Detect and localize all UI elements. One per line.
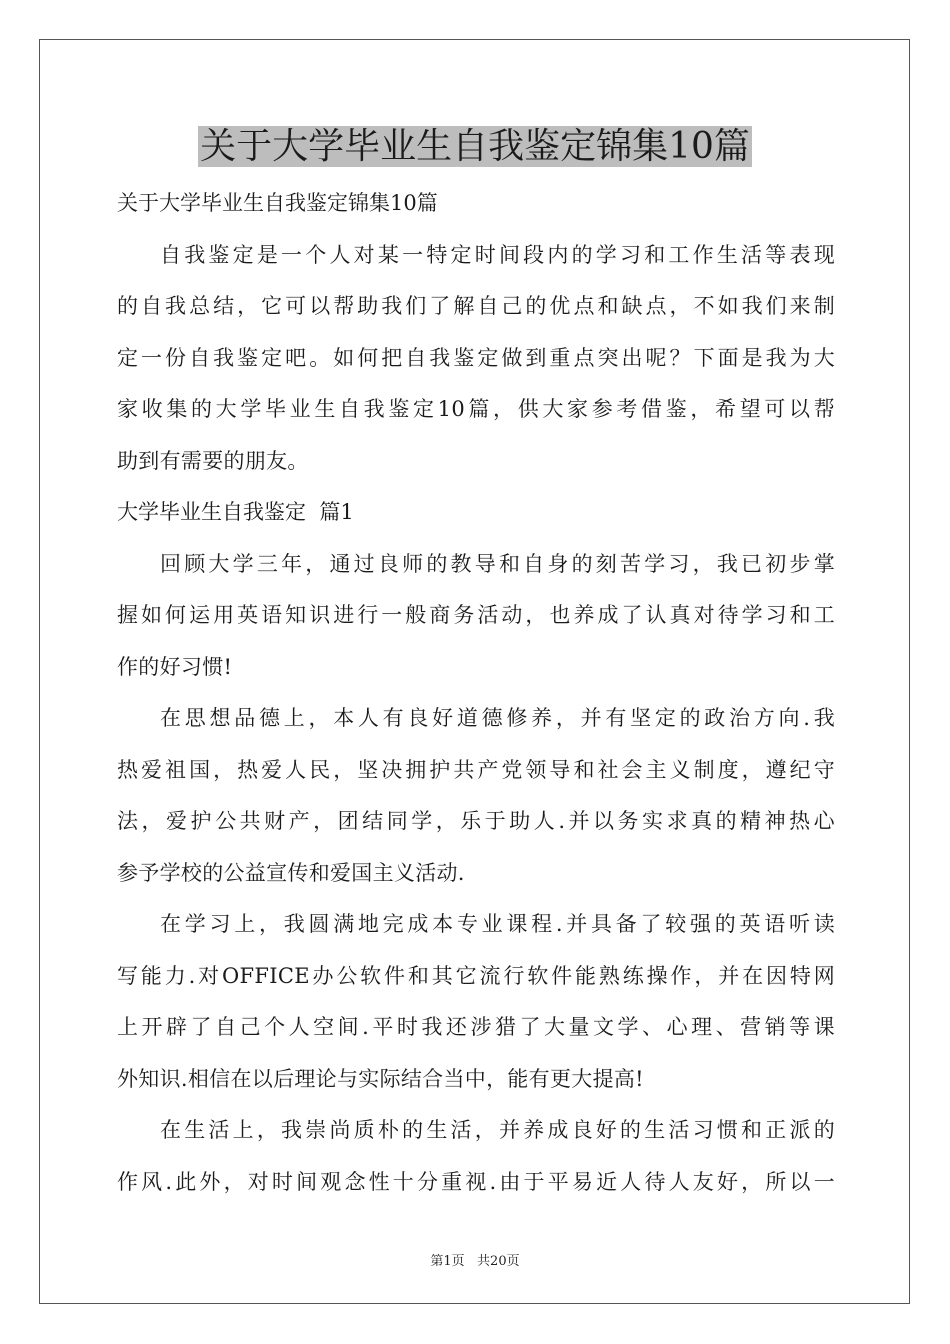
text-line: 定一份自我鉴定吧。如何把自我鉴定做到重点突出呢？下面是我为大 [117, 345, 835, 370]
paragraph-2 [117, 693, 835, 899]
document-title [0, 124, 950, 170]
text-line: 的自我总结，它可以帮助我们了解自己的优点和缺点，不如我们来制 [117, 294, 835, 318]
text-line: 热爱祖国，热爱人民，坚决拥护共产党领导和社会主义制度，遵纪守 [117, 757, 835, 782]
text-line: 助到有需要的朋友。 [117, 448, 309, 473]
text-line: 作的好习惯! [117, 654, 233, 679]
text-line: 自我鉴定是一个人对某一特定时间段内的学习和工作生活等表现 [160, 242, 835, 267]
paragraph-3 [117, 899, 835, 1105]
text-line: 参予学校的公益宣传和爱国主义活动. [117, 860, 465, 885]
text-line: 上开辟了自己个人空间.平时我还涉猎了大量文学、心理、营销等课 [117, 1015, 835, 1039]
paragraph-4 [117, 1105, 835, 1208]
intro-paragraph [117, 230, 835, 488]
text-line: 在生活上，我崇尚质朴的生活，并养成良好的生活习惯和正派的 [160, 1118, 835, 1142]
text-line: 家收集的大学毕业生自我鉴定10篇，供大家参考借鉴，希望可以帮 [117, 397, 835, 421]
text-line: 回顾大学三年，通过良师的教导和自身的刻苦学习，我已初步掌 [160, 551, 835, 576]
paragraph-1 [117, 539, 835, 694]
page-footer: 第1页 共20页 [430, 1254, 520, 1269]
text-line: 在思想品德上，本人有良好道德修养，并有坚定的政治方向.我 [160, 706, 835, 730]
text-line: 法，爱护公共财产，团结同学，乐于助人.并以务实求真的精神热心 [117, 809, 835, 833]
text-line: 外知识.相信在以后理论与实际结合当中，能有更大提高! [117, 1066, 644, 1091]
document-subtitle: 关于大学毕业生自我鉴定锦集10篇 [117, 191, 438, 215]
document-body [117, 178, 835, 1208]
section-heading: 大学毕业生自我鉴定 篇1 [117, 500, 354, 524]
text-line: 在学习上，我圆满地完成本专业课程.并具备了较强的英语听读 [160, 912, 835, 936]
document-title-text: 关于大学毕业生自我鉴定锦集10篇 [200, 126, 750, 167]
text-line: 作风.此外，对时间观念性十分重视.由于平易近人待人友好，所以一 [117, 1169, 835, 1194]
text-line: 握如何运用英语知识进行一般商务活动，也养成了认真对待学习和工 [117, 603, 835, 627]
text-line: 写能力.对OFFICE办公软件和其它流行软件能熟练操作，并在因特网 [117, 963, 835, 988]
